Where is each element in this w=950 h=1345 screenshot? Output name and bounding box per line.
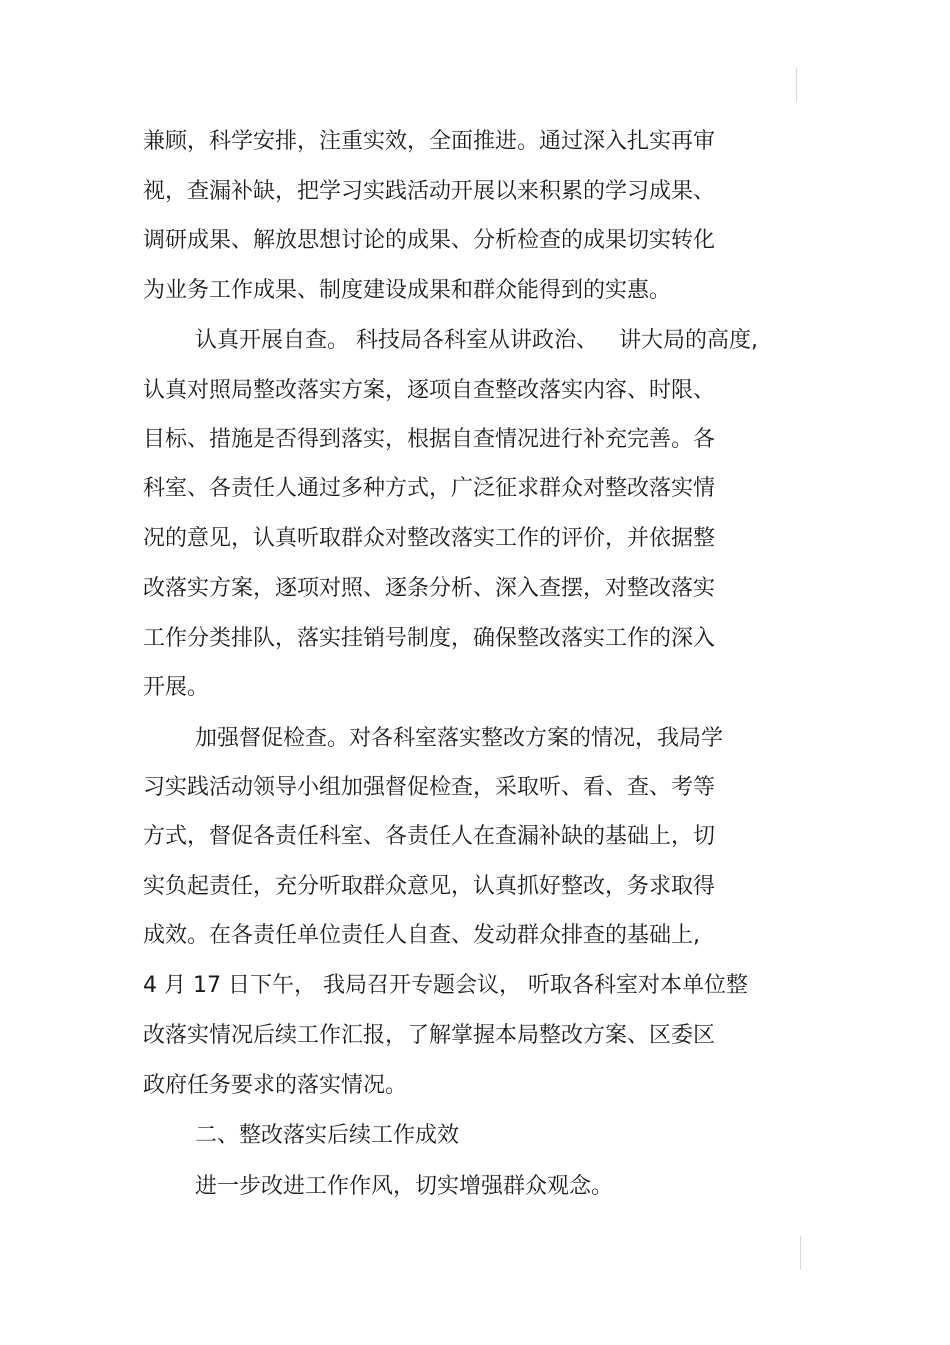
body-text-line: 实负起责任，充分听取群众意见，认真抓好整改，务求取得 xyxy=(143,874,716,899)
body-text-line: 改落实情况后续工作汇报，了解掌握本局整改方案、区委区 xyxy=(143,1023,716,1048)
body-text-line: 工作分类排队，落实挂销号制度，确保整改落实工作的深入 xyxy=(143,626,716,651)
paragraph-heading-work-style: 进一步改进工作作风，切实增强群众观念。 xyxy=(195,1174,614,1199)
paragraph-heading-self-check: 认真开展自查。 科技局各科室从讲政治、 讲大局的高度, xyxy=(195,328,758,353)
body-text-line: 认真对照局整改落实方案，逐项自查整改落实内容、时限、 xyxy=(143,378,716,403)
paragraph-heading-supervision: 加强督促检查。对各科室落实整改方案的情况，我局学 xyxy=(195,726,724,751)
body-text-line: 改落实方案，逐项对照、逐条分析、深入查摆，对整改落实 xyxy=(143,576,716,601)
body-text-line: 调研成果、解放思想讨论的成果、分析检查的成果切实转化 xyxy=(143,228,716,253)
body-text-line: 兼顾，科学安排，注重实效，全面推进。通过深入扎实再审 xyxy=(143,129,716,154)
body-text-line: 视，查漏补缺，把学习实践活动开展以来积累的学习成果、 xyxy=(143,179,716,204)
section-heading: 二、整改落实后续工作成效 xyxy=(195,1123,460,1148)
body-text-line: 况的意见，认真听取群众对整改落实工作的评价，并依据整 xyxy=(143,526,716,551)
body-text-line: 成效。在各责任单位责任人自查、发动群众排查的基础上, xyxy=(143,923,700,948)
body-text-line: 4 月 17 日下午， 我局召开专题会议， 听取各科室对本单位整 xyxy=(143,973,748,998)
top-margin-mark xyxy=(796,68,797,102)
body-text-line: 方式，督促各责任科室、各责任人在查漏补缺的基础上，切 xyxy=(143,824,716,849)
body-text-line: 目标、措施是否得到落实，根据自查情况进行补充完善。各 xyxy=(143,427,716,452)
body-text-line: 科室、各责任人通过多种方式，广泛征求群众对整改落实情 xyxy=(143,476,716,501)
body-text-line: 习实践活动领导小组加强督促检查，采取听、看、查、考等 xyxy=(143,775,716,800)
body-text-line: 政府任务要求的落实情况。 xyxy=(143,1073,408,1098)
body-text-line: 为业务工作成果、制度建设成果和群众能得到的实惠。 xyxy=(143,278,672,303)
body-text-line: 开展。 xyxy=(143,675,210,700)
bottom-margin-mark xyxy=(800,1236,801,1270)
